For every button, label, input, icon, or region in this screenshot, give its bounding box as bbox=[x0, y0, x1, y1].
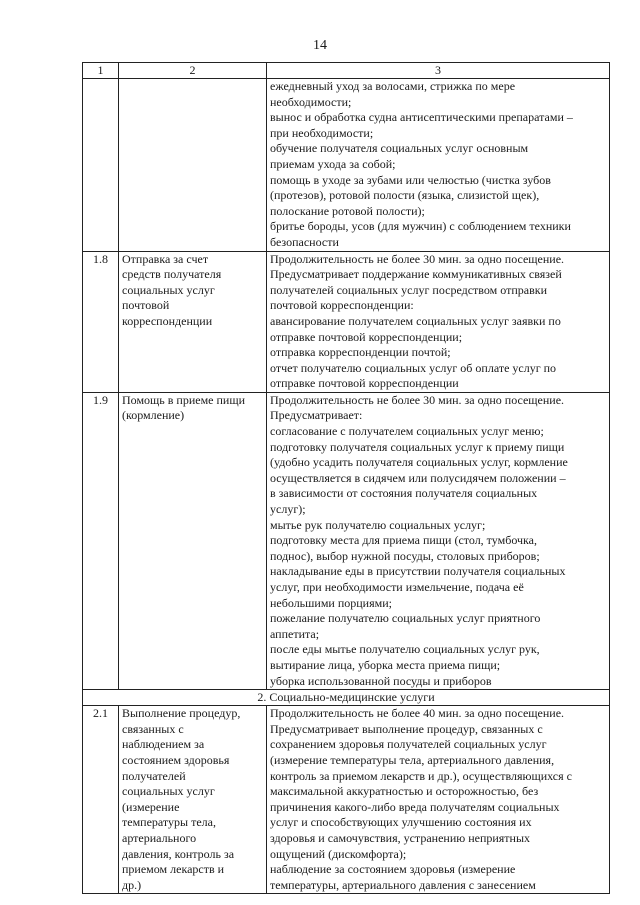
description-line: почтовой корреспонденции: bbox=[270, 298, 414, 313]
table-row bbox=[83, 706, 610, 894]
service-description bbox=[267, 392, 610, 689]
table-row bbox=[83, 79, 610, 252]
description-line: пожелание получателю социальных услуг приятного bbox=[270, 611, 541, 626]
row-number: 1.8 bbox=[83, 251, 119, 392]
description-line: отчет получателю социальных услуг об оплате услуг по bbox=[270, 360, 557, 375]
service-name-line: средств получателя bbox=[122, 267, 222, 282]
description-line: накладывание еды в присутствии получателя социальных bbox=[270, 564, 566, 579]
description-line: безопасности bbox=[270, 234, 339, 249]
description-line: полоскание ротовой полости); bbox=[270, 203, 425, 218]
description-line: услуг); bbox=[270, 502, 306, 517]
description-line: помощь в уходе за зубами или челюстью (чистка зубов bbox=[270, 172, 551, 187]
section-row bbox=[83, 690, 610, 706]
description-line: Продолжительность не более 30 мин. за одно посещение. bbox=[270, 392, 565, 407]
description-line: уборка использованной посуды и приборов bbox=[270, 673, 492, 688]
service-description bbox=[267, 251, 610, 392]
column-header: 3 bbox=[267, 63, 610, 79]
description-line: вытирание лица, уборка места приема пищи; bbox=[270, 657, 501, 672]
row-number: 1.9 bbox=[83, 392, 119, 689]
description-line: максимальной аккуратностью и осторожностью, без bbox=[270, 784, 539, 799]
page-number: 14 bbox=[313, 38, 327, 53]
description-line: услуг, при необходимости измельчение, подача её bbox=[270, 580, 524, 594]
description-line: подготовку места для приема пищи (стол, тумбочка, bbox=[270, 533, 538, 548]
description-line: приемам ухода за собой; bbox=[270, 156, 396, 171]
row-number bbox=[83, 79, 119, 252]
description-line: подготовку получателя социальных услуг к приему пищи bbox=[270, 439, 565, 454]
service-name-line: артериального bbox=[122, 830, 197, 845]
service-name-line: Помощь в приеме пищи bbox=[122, 392, 246, 407]
service-name-line: температуры тела, bbox=[122, 815, 216, 830]
table-row bbox=[83, 251, 610, 392]
description-line: мытье рук получателю социальных услуг; bbox=[270, 517, 486, 532]
service-name-line: (кормление) bbox=[122, 408, 185, 423]
service-name-line: приемом лекарств и bbox=[122, 862, 225, 877]
description-line: авансирование получателем социальных услуг заявки по bbox=[270, 313, 561, 328]
service-name-line: Выполнение процедур, bbox=[122, 706, 241, 721]
table-body bbox=[83, 706, 610, 894]
description-line: бритье бороды, усов (для мужчин) с соблюдением техники bbox=[270, 219, 571, 234]
table-header-row bbox=[83, 63, 610, 79]
description-line: ощущений (дискомфорта); bbox=[270, 846, 407, 861]
description-line: причинения какого-либо вреда получателям социальных bbox=[270, 799, 560, 814]
service-name-line: др.) bbox=[122, 877, 142, 892]
description-line: сохранением здоровья получателей социальных услуг bbox=[270, 737, 547, 752]
description-line: здоровья и самочувствия, устранению неприятных bbox=[270, 830, 531, 845]
service-name-line: (измерение bbox=[122, 799, 180, 814]
description-line: отправка корреспонденции почтой; bbox=[270, 345, 451, 360]
description-line: согласование с получателем социальных услуг меню; bbox=[270, 424, 544, 439]
table-row bbox=[83, 392, 610, 689]
description-line: контроль за приемом лекарств и др.), осуществляющихся с bbox=[270, 768, 572, 783]
service-name-line: социальных услуг bbox=[122, 784, 215, 799]
service-description bbox=[267, 706, 610, 894]
service-name-line: получателей bbox=[122, 768, 186, 783]
description-line: ежедневный уход за волосами, стрижка по мере bbox=[270, 79, 516, 93]
description-line: Предусматривает: bbox=[270, 408, 363, 423]
service-name bbox=[119, 392, 267, 689]
description-line: (измерение температуры тела, артериального давления, bbox=[270, 752, 555, 767]
service-name-line: давления, контроль за bbox=[122, 846, 235, 861]
description-line: (протезов), ротовой полости (языка, слизистой щек), bbox=[270, 188, 540, 203]
description-line: наблюдение за состоянием здоровья (измерение bbox=[270, 862, 516, 877]
table-body bbox=[83, 79, 610, 690]
row-number: 2.1 bbox=[83, 706, 119, 894]
description-line: Предусматривает выполнение процедур, связанных с bbox=[270, 721, 543, 736]
service-name-line: Отправка за счет bbox=[122, 251, 209, 266]
service-name-line: корреспонденции bbox=[122, 313, 213, 328]
service-name-line: социальных услуг bbox=[122, 282, 215, 297]
description-line: необходимости; bbox=[270, 94, 352, 109]
description-line: получателей социальных услуг посредством отправки bbox=[270, 282, 547, 297]
description-line: Продолжительность не более 30 мин. за одно посещение. bbox=[270, 251, 565, 266]
description-line: вынос и обработка судна антисептическими препаратами – bbox=[270, 110, 573, 125]
description-line: Предусматривает поддержание коммуникативных связей bbox=[270, 267, 562, 282]
service-name-line: связанных с bbox=[122, 721, 184, 736]
service-name bbox=[119, 79, 267, 252]
description-line: небольшими порциями; bbox=[270, 595, 392, 610]
description-line: осуществляется в сидячем или полусидячем положении – bbox=[270, 470, 566, 485]
description-line: аппетита; bbox=[270, 626, 320, 641]
description-line: поднос), выбор нужной посуды, столовых приборов; bbox=[270, 548, 540, 563]
column-header: 1 bbox=[83, 63, 119, 79]
description-line: после еды мытье получателю социальных услуг рук, bbox=[270, 642, 540, 657]
description-line: при необходимости; bbox=[270, 125, 374, 140]
description-line: отправке почтовой корреспонденции; bbox=[270, 329, 463, 344]
description-line: температуры, артериального давления с занесением bbox=[270, 877, 536, 892]
column-header: 2 bbox=[119, 63, 267, 79]
service-name-line: почтовой bbox=[122, 298, 170, 313]
description-line: обучение получателя социальных услуг основным bbox=[270, 141, 529, 156]
service-description bbox=[267, 79, 610, 252]
description-line: отправке почтовой корреспонденции bbox=[270, 376, 459, 391]
description-line: (удобно усадить получателя социальных услуг, кормление bbox=[270, 455, 568, 470]
description-line: Продолжительность не более 40 мин. за одно посещение. bbox=[270, 706, 565, 721]
description-line: в зависимости от состояния получателя социальных bbox=[270, 486, 538, 501]
description-line: услуг и способствующих улучшению состояния их bbox=[270, 815, 532, 830]
service-name-line: состоянием здоровья bbox=[122, 752, 230, 767]
service-name-line: наблюдением за bbox=[122, 737, 205, 752]
service-name bbox=[119, 251, 267, 392]
services-table bbox=[82, 62, 610, 894]
service-name bbox=[119, 706, 267, 894]
section-title: 2. Социально-медицинские услуги bbox=[83, 690, 610, 706]
